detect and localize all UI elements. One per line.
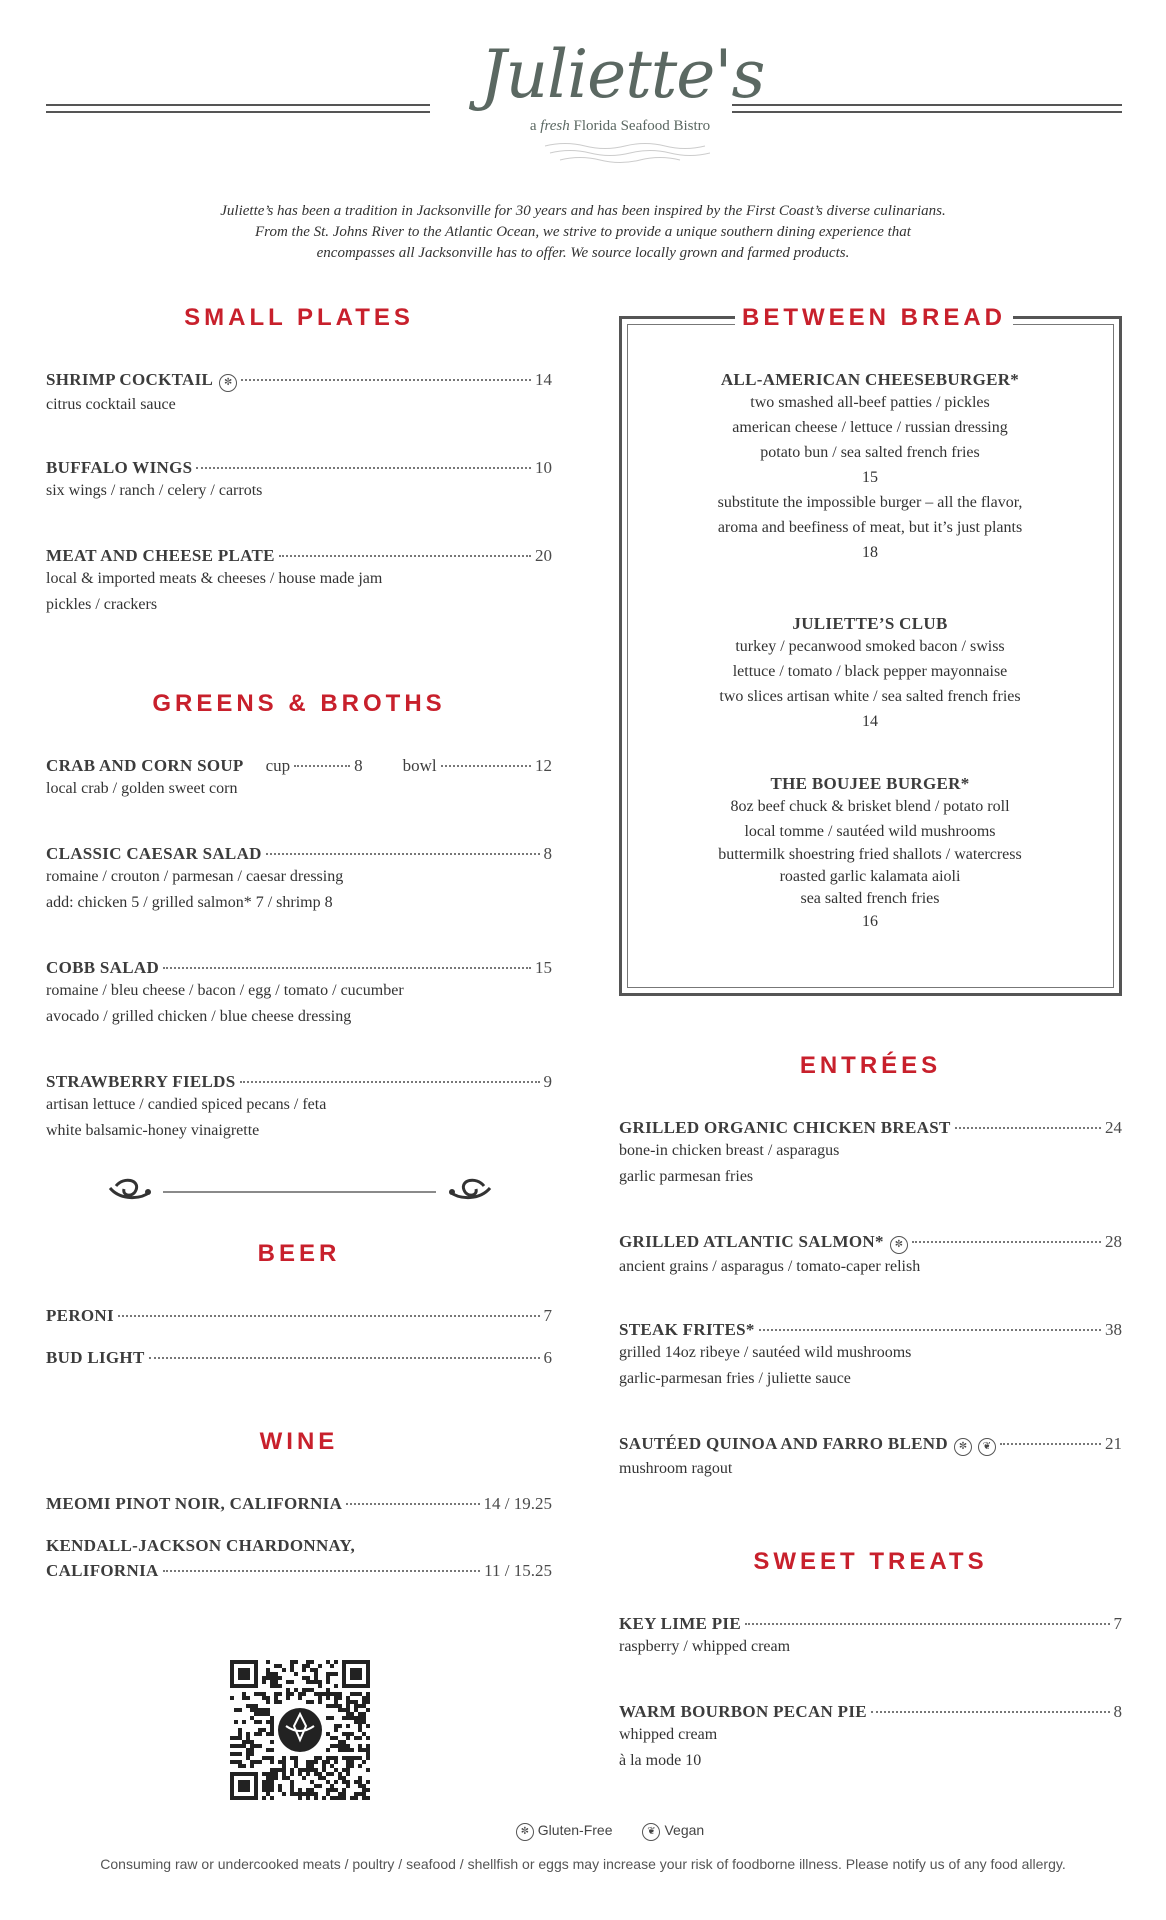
header-rule-left <box>46 104 430 113</box>
menu-item-boujee-burger: THE BOUJEE BURGER* 8oz beef chuck & brisket blend / potato roll local tomme / sautéed wild mushrooms buttermilk shoestring fried shallots / watercress roasted garlic kalamata aioli sea salted french fries 16 <box>718 774 1022 930</box>
menu-item-caesar-salad: CLASSIC CAESAR SALAD 8 romaine / crouton / parmesan / caesar dressing add: chicken 5 / grilled salmon* 7 / shrimp 8 <box>46 844 552 911</box>
qr-code-icon[interactable] <box>230 1660 370 1800</box>
legend-gluten-free: ✼ Gluten-Free <box>516 1822 613 1841</box>
vegan-icon: ❦ <box>642 1823 660 1841</box>
menu-item-meomi-pinot-noir: MEOMI PINOT NOIR, CALIFORNIA 14 / 19.25 <box>46 1494 552 1513</box>
gluten-free-icon: ✼ <box>219 374 237 392</box>
section-title-small-plates: SMALL PLATES <box>184 304 414 331</box>
section-title-beer: BEER <box>257 1240 341 1267</box>
header-rule-right <box>732 104 1122 113</box>
menu-item-juliettes-club: JULIETTE’S CLUB turkey / pecanwood smoked bacon / swiss lettuce / tomato / black pepper mayonnaise two slices artisan white / sea salted french fries 14 <box>719 614 1021 730</box>
section-title-wine: WINE <box>259 1428 339 1455</box>
legend-vegan: ❦ Vegan <box>642 1822 704 1841</box>
menu-item-buffalo-wings: BUFFALO WINGS 10 six wings / ranch / celery / carrots <box>46 458 552 499</box>
section-title-greens-broths: GREENS & BROTHS <box>152 690 446 717</box>
section-title-sweet-treats: SWEET TREATS <box>753 1548 988 1575</box>
menu-item-all-american-cheeseburger: ALL-AMERICAN CHEESEBURGER* two smashed all-beef patties / pickles american cheese / lettuce / russian dressing potato bun / sea salted french fries 15 substitute the impossible burger – all the flavor, aroma and beefiness of meat, but it’s just plants 18 <box>717 370 1023 561</box>
logo-tagline: a fresh Florida Seafood Bistro <box>529 118 711 134</box>
menu-item-strawberry-fields: STRAWBERRY FIELDS 9 artisan lettuce / candied spiced pecans / feta white balsamic-honey vinaigrette <box>46 1072 552 1139</box>
logo-waves <box>540 140 710 166</box>
intro-paragraph: Juliette’s has been a tradition in Jacksonville for 30 years and has been inspired by the First Coast’s diverse culinarians. From the St. Johns River to the Atlantic Ocean, we strive to provide a unique southern dining experience that encompasses all Jacksonville has to offer. We source locally grown and farmed products. <box>220 203 946 261</box>
menu-item-crab-corn-soup: CRAB AND CORN SOUP cup 8 bowl 12 local crab / golden sweet corn <box>46 756 552 797</box>
menu-item-grilled-salmon: GRILLED ATLANTIC SALMON* ✼ 28 ancient grains / asparagus / tomato-caper relish <box>619 1232 1122 1275</box>
menu-item-meat-cheese-plate: MEAT AND CHEESE PLATE 20 local & imported meats & cheeses / house made jam pickles / crackers <box>46 546 552 613</box>
food-safety-disclaimer: Consuming raw or undercooked meats / poultry / seafood / shellfish or eggs may increase your risk of foodborne illness. Please notify us of any food allergy. <box>100 1856 1066 1872</box>
menu-item-grilled-chicken: GRILLED ORGANIC CHICKEN BREAST 24 bone-in chicken breast / asparagus garlic parmesan fries <box>619 1118 1122 1185</box>
dietary-legend <box>480 1822 740 1841</box>
menu-item-cobb-salad: COBB SALAD 15 romaine / bleu cheese / bacon / egg / tomato / cucumber avocado / grilled chicken / blue cheese dressing <box>46 958 552 1025</box>
menu-item-bourbon-pecan-pie: WARM BOURBON PECAN PIE 8 whipped cream à la mode 10 <box>619 1702 1122 1769</box>
logo-script: Juliette's <box>480 36 765 113</box>
section-title-between-bread: BETWEEN BREAD <box>741 304 1006 331</box>
gluten-free-icon: ✼ <box>954 1438 972 1456</box>
menu-item-peroni: PERONI 7 <box>46 1306 552 1325</box>
menu-item-quinoa-farro: SAUTÉED QUINOA AND FARRO BLEND ✼ ❦ 21 mushroom ragout <box>619 1434 1122 1477</box>
menu-item-bud-light: BUD LIGHT 6 <box>46 1348 552 1367</box>
menu-item-steak-frites: STEAK FRITES* 38 grilled 14oz ribeye / sautéed wild mushrooms garlic-parmesan fries / juliette sauce <box>619 1320 1122 1387</box>
gluten-free-icon: ✼ <box>890 1236 908 1254</box>
section-title-entrees: ENTRÉES <box>799 1052 942 1079</box>
menu-item-shrimp-cocktail: SHRIMP COCKTAIL ✼ 14 citrus cocktail sauce <box>46 370 552 413</box>
vegan-icon: ❦ <box>978 1438 996 1456</box>
menu-item-key-lime-pie: KEY LIME PIE 7 raspberry / whipped cream <box>619 1614 1122 1655</box>
menu-item-kendall-jackson: KENDALL-JACKSON CHARDONNAY, CALIFORNIA 11 / 15.25 <box>46 1536 552 1580</box>
scroll-ornament-icon <box>108 1174 492 1208</box>
gluten-free-icon: ✼ <box>516 1823 534 1841</box>
